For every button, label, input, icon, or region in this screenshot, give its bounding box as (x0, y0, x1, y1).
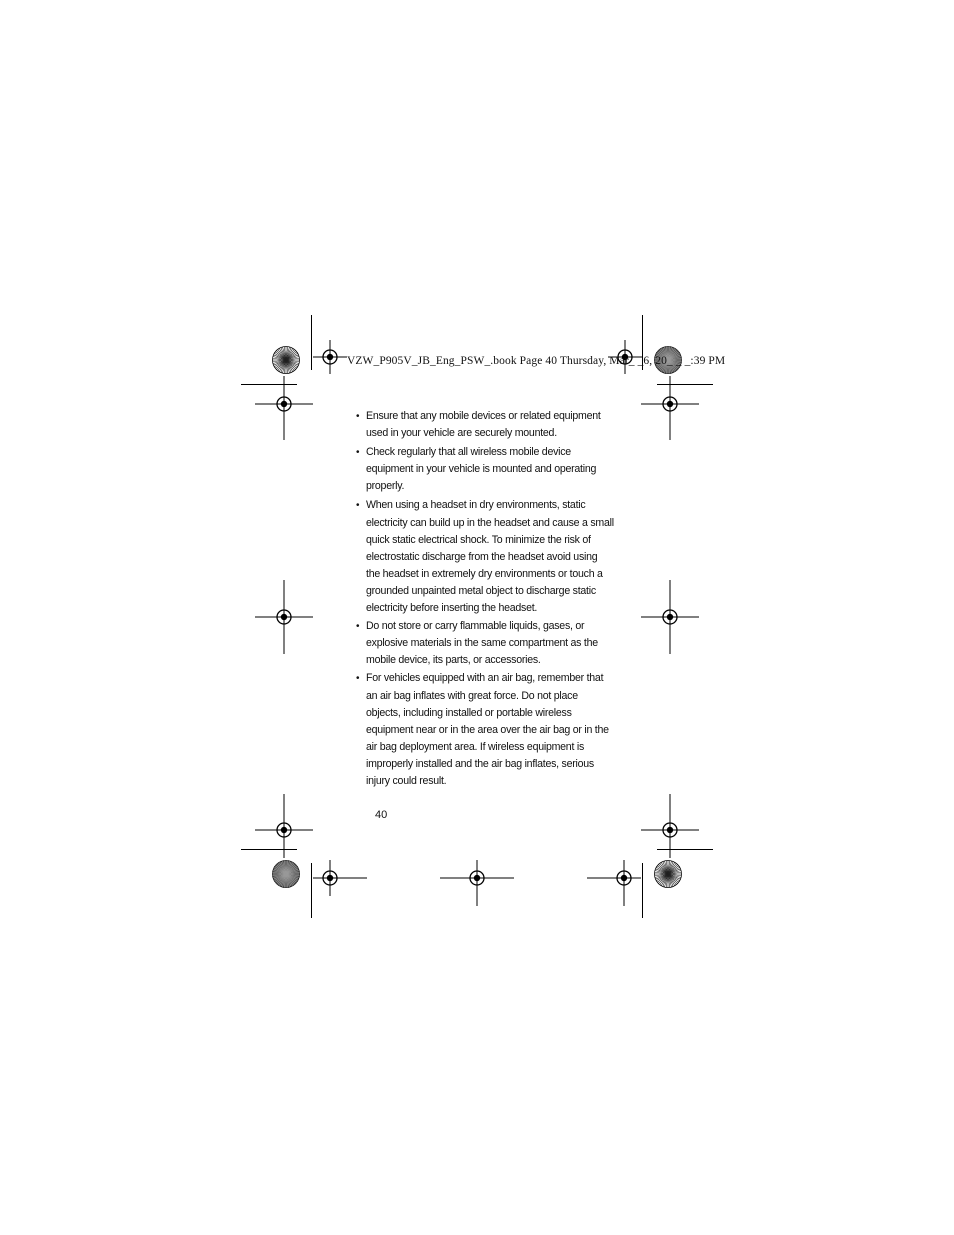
list-item (356, 618, 614, 669)
list-item (356, 497, 614, 617)
bullet-icon: • (356, 673, 360, 685)
starburst-registration-icon (654, 860, 682, 888)
list-item (356, 444, 614, 495)
registration-target-icon (255, 580, 313, 654)
crop-mark-line (311, 315, 312, 370)
registration-target-icon (641, 580, 699, 654)
starburst-registration-icon (272, 860, 300, 888)
registration-target-icon (255, 376, 313, 440)
list-item (356, 670, 614, 790)
crop-mark-line (642, 863, 643, 918)
registration-target-icon (587, 860, 641, 906)
registration-target-icon (641, 376, 699, 440)
crop-mark-line (311, 863, 312, 918)
list-item-text: Ensure that any mobile devices or related equipment used in your vehicle are securely mounted. (366, 410, 601, 440)
bullet-icon: • (356, 621, 360, 633)
registration-target-icon (313, 340, 347, 374)
bullet-icon: • (356, 447, 360, 459)
registration-target-icon (313, 860, 367, 896)
bullet-icon: • (356, 411, 360, 422)
list-item-text: When using a headset in dry environments, static electricity can build up in the headset and cause a small quick static electrical shock. To minimize the risk of electrostatic discharge from the headset avoid using the headset in extremely dry environments or touch a grounded unpainted metal object to discharge static electricity before inserting the headset. (366, 499, 614, 615)
registration-target-icon (641, 794, 699, 858)
registration-target-icon (440, 860, 514, 906)
page-number: 40 (375, 809, 388, 821)
registration-target-icon (255, 794, 313, 858)
bullet-icon: • (356, 500, 360, 512)
list-item-text: Do not store or carry flammable liquids, gases, or explosive materials in the same compartment as the mobile device, its parts, or accessories. (366, 620, 598, 667)
list-item-text: Check regularly that all wireless mobile device equipment in your vehicle is mounted and operating properly. (366, 446, 597, 493)
print-slug: VZW_P905V_JB_Eng_PSW_.book Page 40 Thursday, Mar_ _6, 20_ _ _:39 PM (347, 355, 726, 367)
list-item-text: For vehicles equipped with an air bag, remember that an air bag inflates with great force. Do not place objects, including installed or portable wireless equipment near or in the area over the air bag or in the air bag deployment area. If wireless equipment is improperly installed and the air bag inflates, serious injury could result. (366, 672, 609, 787)
list-item (356, 408, 614, 442)
starburst-registration-icon (272, 346, 300, 374)
safety-bullet-list (356, 408, 614, 790)
